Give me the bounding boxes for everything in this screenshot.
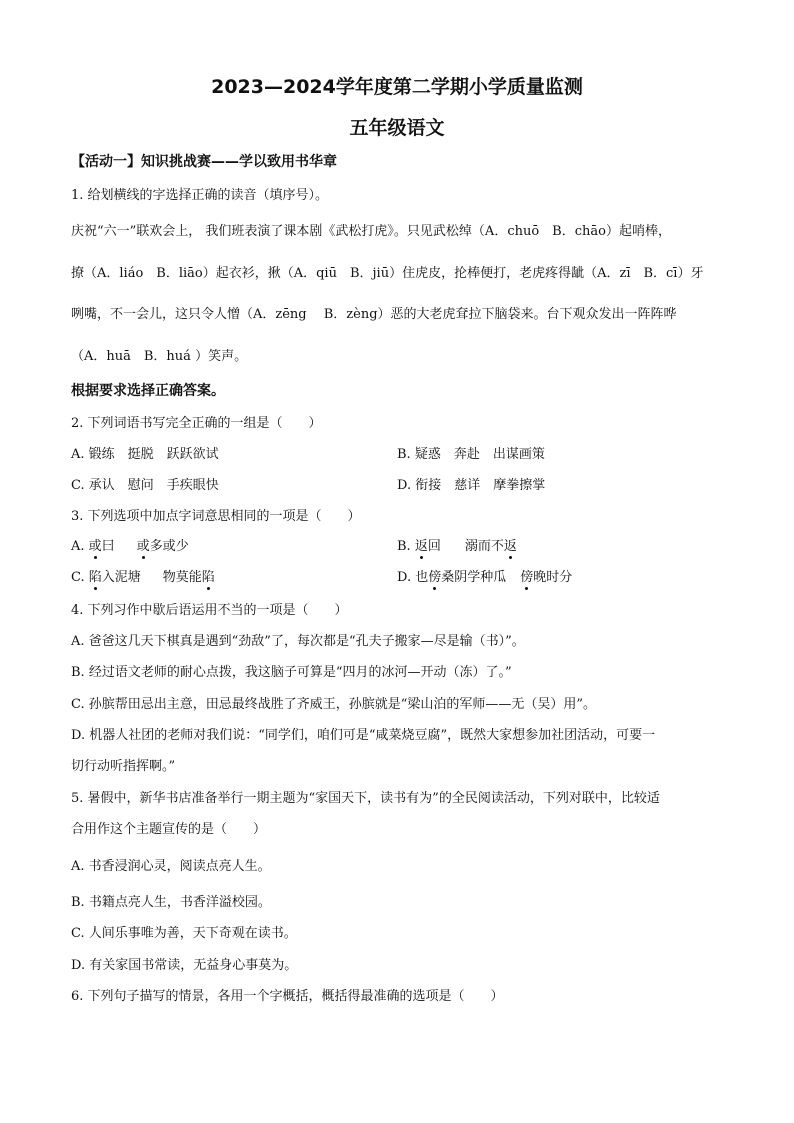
q2-option-a: A. 锻练 挺脱 跃跃欲试 — [71, 447, 219, 462]
q1-line: （A．huā B．huá ）笑声。 — [71, 349, 248, 364]
activity1-heading: 【活动一】知识挑战赛——学以致用书华章 — [71, 154, 337, 170]
q3-prompt: 3. 下列选项中加点字词意思相同的一项是（ ） — [71, 509, 361, 524]
q1-line: 撩（A．liáo B．liāo）起衣衫，揪（A．qiū B．jiū）住虎皮，抡棒便打，老虎疼得龇（A．zī B．cī）牙 — [71, 266, 704, 281]
q1-line: 咧嘴，不一会儿，这只令人憎（A．zēng B．zèng）恶的大老虎耷拉下脑袋来。台下观众发出一阵阵哗 — [71, 307, 677, 322]
q6-prompt: 6. 下列句子描写的情景，各用一个字概括，概括得最准确的选项是（ ） — [71, 989, 504, 1004]
q2-option-d: D. 衔接 慈详 摩拳擦掌 — [397, 478, 546, 493]
exam-title: 2023—2024学年度第二学期小学质量监测 — [211, 76, 583, 98]
q5-option-a: A. 书香浸润心灵，阅读点亮人生。 — [71, 859, 271, 874]
q4-option-b: B. 经过语文老师的耐心点拨，我这脑子可算是“四月的冰河—开动（冻）了。” — [71, 665, 512, 680]
q4-option-a: A. 爸爸这几天下棋真是遇到“劲敌”了，每次都是“孔夫子搬家—尽是输（书）”。 — [71, 634, 525, 649]
q5-option-c: C. 人间乐事唯为善，天下奇观在读书。 — [71, 926, 297, 941]
q3-option-a: A. 或曰 或多或少 — [71, 539, 189, 554]
q2-option-c: C. 承认 慰问 手疾眼快 — [71, 478, 219, 493]
q2-option-b: B. 疑惑 奔赴 出谋画策 — [397, 447, 545, 462]
q4-prompt: 4. 下列习作中歇后语运用不当的一项是（ ） — [71, 603, 348, 618]
q5-option-b: B. 书籍点亮人生，书香洋溢校园。 — [71, 895, 271, 910]
q3-option-b: B. 返回 溺而不返 — [397, 539, 517, 554]
q4-option-c: C. 孙膑帮田忌出主意，田忌最终战胜了齐威王，孙膑就是“梁山泊的军师——无（吴）用”。 — [71, 697, 597, 712]
q5-option-d: D. 有关家国书常读，无益身心事莫为。 — [71, 958, 298, 973]
q3-option-d: D. 也傍桑阴学种瓜 傍晚时分 — [397, 570, 573, 585]
q1-prompt: 1. 给划横线的字选择正确的读音（填序号）。 — [71, 188, 329, 203]
q5-prompt: 5. 暑假中，新华书店准备举行一期主题为“家国天下，读书有为”的全民阅读活动，下列对联中，比较适 — [71, 791, 660, 806]
q5-prompt-cont: 合用作这个主题宣传的是（ ） — [71, 822, 267, 837]
q3-option-c: C. 陷入泥塘 物莫能陷 — [71, 570, 215, 585]
exam-subtitle: 五年级语文 — [349, 117, 445, 139]
q4-option-d: D. 机器人社团的老师对我们说：“同学们，咱们可是“咸菜烧豆腐”，既然大家想参加社团活动，可要一 — [71, 728, 656, 743]
q4-option-d-cont: 切行动听指挥啊。” — [71, 759, 176, 774]
section2-heading: 根据要求选择正确答案。 — [71, 383, 225, 399]
q2-prompt: 2. 下列词语书写完全正确的一组是（ ） — [71, 416, 322, 431]
q1-line: 庆祝“六一”联欢会上， 我们班表演了课本剧《武松打虎》。只见武松绰（A．chuō B．chāo）起哨棒， — [71, 224, 671, 239]
